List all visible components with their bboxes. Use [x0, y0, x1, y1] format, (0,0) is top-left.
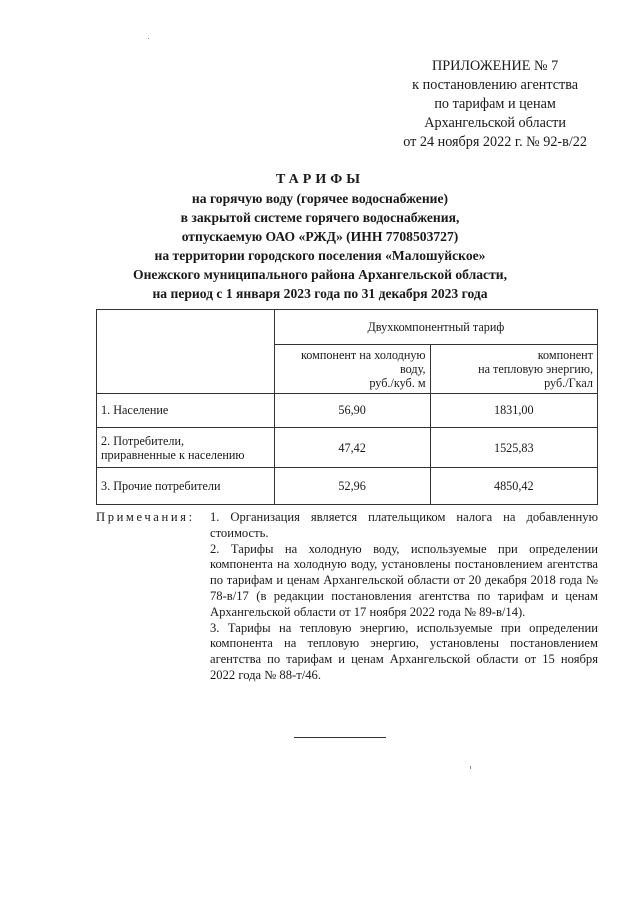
notes-section	[96, 510, 598, 684]
header-text-line: воду,	[400, 362, 426, 376]
consumer-name-line: 3. Прочие потребители	[101, 478, 221, 493]
title-line: на горячую воду (горячее водоснабжение)	[191, 191, 449, 206]
appendix-ref-line: по тарифам и ценам	[434, 96, 556, 112]
table-header-row	[97, 310, 598, 345]
header-text-line: руб./Гкал	[544, 376, 593, 390]
notes-list	[210, 510, 598, 684]
appendix-ref-line: Архангельской области	[424, 115, 566, 131]
title-line: на период с 1 января 2023 года по 31 декабря 2023 года	[152, 286, 488, 301]
header-text-line: руб./куб. м	[369, 376, 426, 390]
table-row	[97, 468, 598, 505]
title-line: в закрытой системе горячего водоснабжения,	[180, 210, 460, 225]
consumer-name-line: 1. Население	[101, 403, 169, 417]
header-heat-energy-component	[430, 345, 597, 394]
title-line: на территории городского поселения «Малошуйское»	[154, 248, 486, 263]
heat-energy-value: 1525,83	[430, 428, 597, 468]
cold-water-value: 47,42	[274, 428, 430, 468]
scan-speck	[148, 38, 149, 39]
table-row	[97, 394, 598, 428]
heat-energy-value: 4850,42	[430, 468, 597, 505]
header-empty-cell	[97, 310, 275, 394]
tariff-table	[96, 309, 598, 505]
title-heading: ТАРИФЫ	[276, 172, 364, 187]
table-row	[97, 428, 598, 468]
consumer-name-cell	[97, 468, 275, 505]
cold-water-value: 52,96	[274, 468, 430, 505]
note-item: 2. Тарифы на холодную воду, используемые при определении компонента на холодную воду, установлены постановлением агентства по тарифам и ценам Архангельской области от 20 декабря 2018 года № 78-в/17 (в редакции постановления агентства по тарифам и ценам Архангельской области от 17 ноября 2022 года № 89-в/14).	[210, 541, 598, 619]
notes-label: Примечания:	[96, 510, 195, 524]
appendix-number: ПРИЛОЖЕНИЕ № 7	[432, 58, 559, 74]
note-item: 1. Организация является плательщиком налога на добавленную стоимость.	[210, 510, 598, 540]
scan-speck	[470, 766, 471, 769]
appendix-block	[403, 57, 587, 152]
header-text-line: компонент на холодную	[300, 348, 426, 362]
consumer-name-cell	[97, 428, 275, 468]
header-two-component-tariff: Двухкомпонентный тариф	[274, 310, 597, 345]
appendix-date: от 24 ноября 2022 г. № 92-в/22	[403, 134, 587, 150]
title-line: отпускаемую ОАО «РЖД» (ИНН 7708503727)	[181, 229, 459, 244]
closing-divider-line	[294, 737, 386, 738]
header-cold-water-component	[274, 345, 430, 394]
consumer-name-line: 2. Потребители,	[101, 433, 185, 448]
heat-energy-value: 1831,00	[430, 394, 597, 428]
header-text-line: на тепловую энергию,	[478, 362, 593, 376]
title-line: Онежского муниципального района Архангельской области,	[133, 267, 507, 282]
header-text-line: компонент	[537, 348, 593, 362]
document-title	[0, 170, 640, 303]
appendix-ref-line: к постановлению агентства	[412, 77, 579, 93]
note-item: 3. Тарифы на тепловую энергию, используемые при определении компонента на тепловую энергию, установлены постановлением агентства по тарифам и ценам Архангельской области от 15 ноября 2022 года № 88-т/46.	[210, 620, 598, 682]
consumer-name-cell	[97, 394, 275, 428]
cold-water-value: 56,90	[274, 394, 430, 428]
consumer-name-line: приравненные к населению	[101, 447, 245, 462]
